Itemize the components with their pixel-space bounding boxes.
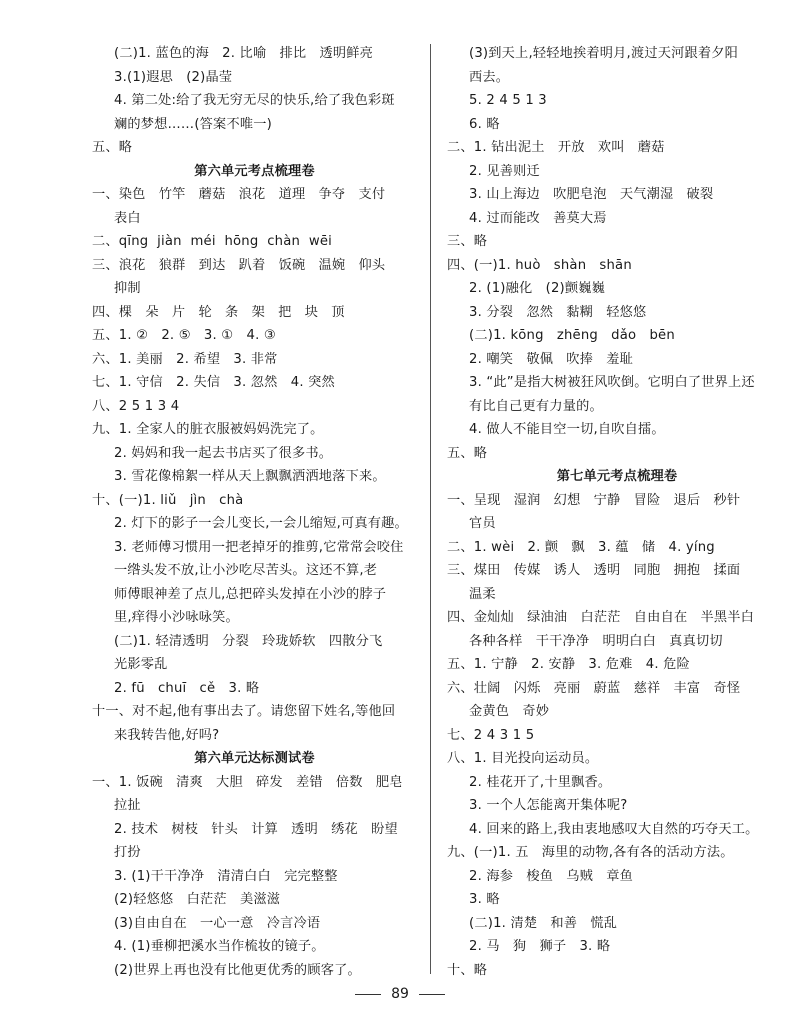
answer-line: 2. 马 狗 狮子 3. 略: [469, 939, 611, 954]
answer-line: 一绺头发不放,让小沙吃尽苦头。这还不算,老: [114, 563, 378, 578]
footer-dash-right: [419, 994, 445, 995]
section-title: 第七单元考点梳理卷: [556, 469, 678, 484]
answer-line: (二)1. kōng zhēng dǎo bēn: [469, 328, 675, 343]
answer-line: 表白: [114, 210, 141, 226]
section-title: 第六单元达标测试卷: [194, 751, 315, 766]
answer-line: 4. (1)垂柳把溪水当作梳妆的镜子。: [114, 939, 325, 954]
answer-line: 2. 技术 树枝 针头 计算 透明 绣花 盼望: [114, 821, 398, 837]
answer-line: (二)1. 轻清透明 分裂 玲珑娇软 四散分飞: [114, 633, 383, 649]
answer-line: 金黄色 奇妙: [469, 704, 550, 719]
answer-line: 六、1. 美丽 2. 希望 3. 非常: [92, 351, 278, 367]
answer-line: 4. 第二处:给了我无穷无尽的快乐,给了我色彩斑: [114, 93, 395, 108]
answer-line: 五、略: [447, 445, 488, 461]
answer-line: 2. fū chuī cě 3. 略: [114, 680, 260, 696]
answer-line: 八、1. 目光投向运动员。: [447, 751, 599, 766]
answer-line: 6. 略: [469, 116, 500, 132]
answer-line: 斓的梦想……(答案不唯一): [114, 116, 272, 132]
answer-line: 2. (1)融化 (2)颤巍巍: [469, 281, 606, 296]
answer-line: 3. 雪花像棉絮一样从天上飘飘洒洒地落下来。: [114, 469, 386, 484]
answer-line: 九、1. 全家人的脏衣服被妈妈洗完了。: [92, 422, 324, 437]
answer-line: 4. 过而能改 善莫大焉: [469, 210, 607, 226]
answer-line: 3. “此”是指大树被狂风吹倒。它明白了世界上还: [469, 375, 755, 390]
right-answer-column: [447, 42, 787, 982]
footer-dash-left: [355, 994, 381, 995]
answer-line: 一、染色 竹竿 蘑菇 浪花 道理 争夺 支付: [92, 187, 386, 202]
answer-line: 三、略: [447, 234, 488, 249]
answer-line: 2. 嘲笑 敬佩 吹捧 羞耻: [469, 351, 634, 367]
answer-line: 五、1. ② 2. ⑤ 3. ① 4. ③: [92, 328, 276, 343]
answer-line: 二、1. 钻出泥土 开放 欢叫 蘑菇: [447, 140, 665, 155]
answer-line: 4. 做人不能目空一切,自吹自擂。: [469, 422, 665, 437]
column-divider: [430, 44, 431, 974]
answer-line: 3. 老师傅习惯用一把老掉牙的推剪,它常常会咬住: [114, 539, 404, 555]
answer-line: 十一、对不起,他有事出去了。请您留下姓名,等他回: [92, 704, 396, 719]
answer-line: 三、煤田 传媒 诱人 透明 同胞 拥抱 揉面: [447, 563, 741, 578]
answer-line: 3.(1)遐思 (2)晶莹: [114, 69, 233, 85]
answer-line: 2. 妈妈和我一起去书店买了很多书。: [114, 445, 333, 461]
answer-line: 师傅眼神差了点儿,总把碎头发掉在小沙的脖子: [114, 586, 387, 602]
page-number: 89: [391, 986, 409, 1002]
answer-line: 各种各样 干干净净 明明白白 真真切切: [469, 633, 723, 649]
answer-line: (2)轻悠悠 白茫茫 美滋滋: [114, 892, 281, 907]
answer-line: 3. 一个人怎能离开集体呢?: [469, 798, 628, 813]
answer-line: 来我转告他,好吗?: [114, 727, 220, 743]
answer-line: 拉扯: [114, 798, 141, 813]
answer-line: 西去。: [469, 69, 510, 85]
answer-line: 四、(一)1. huò shàn shān: [447, 257, 632, 273]
answer-line: 四、棵 朵 片 轮 条 架 把 块 顶: [92, 304, 345, 320]
answer-line: 四、金灿灿 绿油油 白茫茫 自由自在 半黑半白: [447, 610, 755, 625]
answer-line: 有比自己更有力量的。: [469, 398, 603, 414]
page-footer: [0, 986, 800, 1002]
answer-line: (2)世界上再也没有比他更优秀的顾客了。: [114, 962, 361, 978]
section-title: 第六单元考点梳理卷: [194, 163, 315, 179]
answer-line: 2. 灯下的影子一会儿变长,一会儿缩短,可真有趣。: [114, 516, 408, 531]
answer-line: 温柔: [469, 586, 496, 602]
answer-line: 一、呈现 湿润 幻想 宁静 冒险 退后 秒针: [447, 492, 741, 508]
answer-line: 二、1. wèi 2. 颤 飘 3. 蕴 储 4. yíng: [447, 539, 715, 555]
answer-line: 一、1. 饭碗 清爽 大胆 碎发 差错 倍数 肥皂: [92, 774, 403, 790]
answer-line: 官员: [469, 516, 496, 531]
answer-line: 三、浪花 狼群 到达 趴着 饭碗 温婉 仰头: [92, 257, 386, 273]
answer-line: 二、qīng jiàn méi hōng chàn wēi: [92, 234, 333, 249]
answer-line: 十、(一)1. liǔ jìn chà: [92, 492, 244, 508]
left-answer-column: [92, 42, 417, 982]
answer-line: 六、壮阔 闪烁 亮丽 蔚蓝 慈祥 丰富 奇怪: [447, 680, 741, 696]
answer-line: 4. 回来的路上,我由衷地感叹大自然的巧夺天工。: [469, 821, 759, 837]
answer-line: 里,痒得小沙咏咏笑。: [114, 610, 239, 625]
answer-line: 八、2 5 1 3 4: [92, 398, 180, 414]
answer-line: 七、2 4 3 1 5: [447, 727, 535, 743]
answer-line: 2. 海参 梭鱼 乌贼 章鱼: [469, 868, 634, 884]
answer-line: 2. 桂花开了,十里飘香。: [469, 774, 612, 790]
answer-line: 七、1. 守信 2. 失信 3. 忽然 4. 突然: [92, 375, 335, 390]
answer-line: (3)到天上,轻轻地挨着明月,渡过天河跟着夕阳: [469, 46, 739, 61]
answer-line: (二)1. 清楚 和善 慌乱: [469, 915, 618, 931]
answer-line: 3. 分裂 忽然 黏糊 轻悠悠: [469, 304, 647, 320]
answer-line: (二)1. 蓝色的海 2. 比喻 排比 透明鲜亮: [114, 46, 374, 61]
answer-line: 五、1. 宁静 2. 安静 3. 危难 4. 危险: [447, 657, 690, 672]
answer-line: 3. (1)干干净净 清清白白 完完整整: [114, 868, 338, 884]
answer-line: 3. 山上海边 吹肥皂泡 天气潮湿 破裂: [469, 187, 714, 202]
answer-line: 打扮: [114, 845, 141, 860]
answer-line: 5. 2 4 5 1 3: [469, 93, 547, 108]
answer-line: 抑制: [114, 281, 141, 296]
answer-line: 3. 略: [469, 892, 500, 907]
answer-line: 五、略: [92, 140, 133, 155]
answer-line: 九、(一)1. 五 海里的动物,各有各的活动方法。: [447, 845, 734, 860]
answer-line: (3)自由自在 一心一意 冷言冷语: [114, 915, 321, 931]
answer-line: 十、略: [447, 962, 488, 978]
answer-line: 光影零乱: [114, 657, 168, 672]
answer-line: 2. 见善则迁: [469, 163, 540, 179]
